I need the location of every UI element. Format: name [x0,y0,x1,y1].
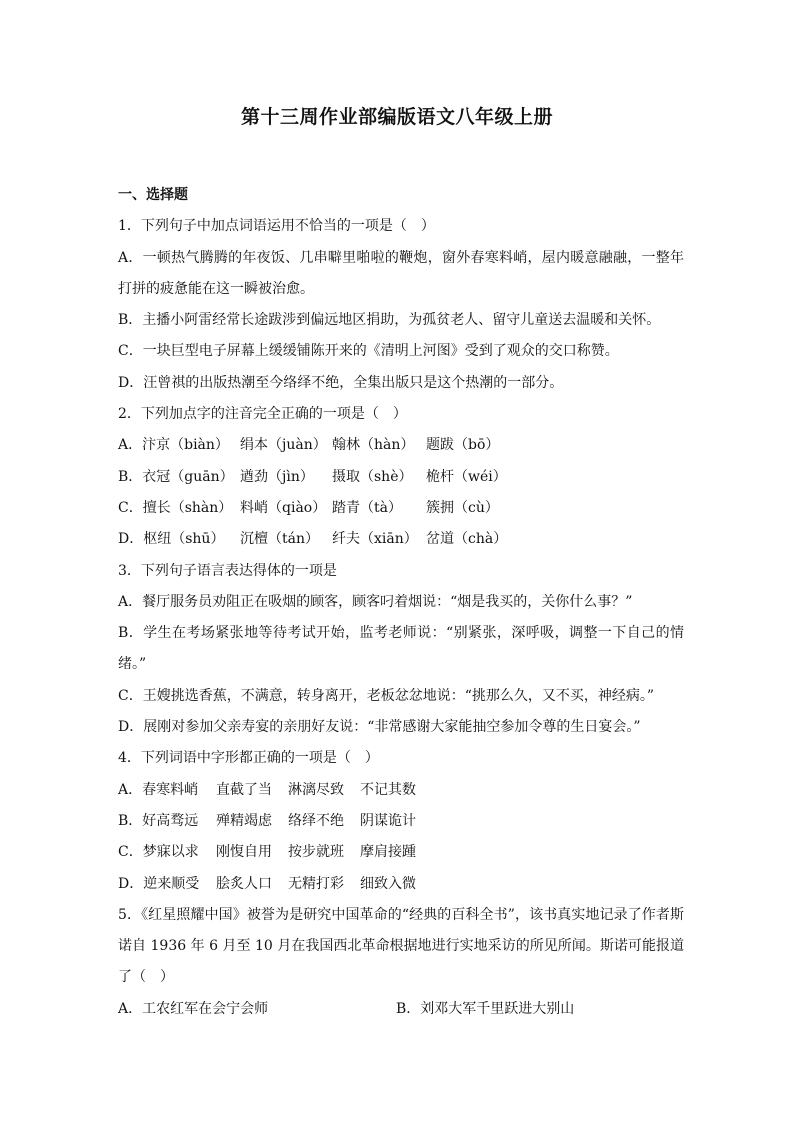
question-3-option-b: B．学生在考场紧张地等待考试开始，监考老师说：“别紧张，深呼吸，调整一下自己的情绪。” [118,625,684,673]
option-term: C．梦寐以求 [118,844,199,861]
question-3-stem: 3．下列句子语言表达得体的一项是 [118,562,337,579]
option-term: A．汴京（biàn） [118,437,229,454]
question-5-option-b: B．刘邓大军千里跃进大别山 [396,1000,575,1017]
question-5-options [118,994,684,1025]
option-term: 摩肩接踵 [360,844,416,861]
option-term: 遒劲（jìn） [240,468,314,485]
option-term: 按步就班 [288,844,344,861]
question-1-option-c: C．一块巨型电子屏幕上缓缓铺陈开来的《清明上河图》受到了观众的交口称赞。 [118,343,619,360]
option-term: 翰林（hàn） [332,437,415,454]
option-term: 绢本（juàn） [240,437,327,454]
option-term: 簇拥（cù） [426,499,499,516]
question-1-option-d: D．汪曾祺的出版热潮至今络绎不绝，全集出版只是这个热潮的一部分。 [118,374,564,391]
option-term: C．擅长（shàn） [118,499,233,516]
document-title: 第十三周作业部编版语文八年级上册 [240,106,553,128]
option-term: 摄取（shè） [332,468,413,485]
option-term: 无精打彩 [288,875,344,892]
option-term: 直截了当 [216,781,272,798]
question-3-option-a: A．餐厅服务员劝阻正在吸烟的顾客，顾客叼着烟说：“烟是我买的，关你什么事？” [118,593,633,610]
option-term: 刚愎自用 [216,844,272,861]
question-2-option-b [118,462,684,493]
option-term: B．好高骛远 [118,812,199,829]
question-2-option-a [118,430,684,461]
option-term: 淋漓尽致 [288,781,344,798]
question-3-option-d: D．展刚对参加父亲寿宴的亲朋好友说：“非常感谢大家能抽空参加令尊的生日宴会。” [118,719,641,736]
option-term: 料峭（qiào） [240,499,327,516]
option-term: 踏青（tà） [332,499,402,516]
option-term: 题跋（bō） [426,437,500,454]
question-2-option-c [118,493,684,524]
question-4-option-d [118,869,684,900]
question-4-option-a [118,775,684,806]
option-term: B．衣冠（guān） [118,468,234,485]
option-term: 阴谋诡计 [360,812,416,829]
question-1-option-a: A．一顿热气腾腾的年夜饭、几串噼里啪啦的鞭炮，窗外春寒料峭，屋内暖意融融，一整年打拼的疲惫能在这一瞬被治愈。 [118,249,684,297]
option-term: A．春寒料峭 [118,781,199,798]
option-term: 桅杆（wéi） [426,468,507,485]
document-body [118,180,684,1025]
option-term: 不记其数 [360,781,416,798]
question-4-stem: 4．下列词语中字形都正确的一项是（ ） [118,750,379,767]
option-term: D．逆来顺受 [118,875,200,892]
question-1-stem: 1．下列句子中加点词语运用不恰当的一项是（ ） [118,218,435,235]
option-term: D．枢纽（shū） [118,531,225,548]
question-3-option-c: C．王嫂挑选香蕉，不满意，转身离开，老板忿忿地说：“挑那么久，又不买，神经病。” [118,687,655,704]
question-4-option-b [118,806,684,837]
question-2-stem: 2．下列加点字的注音完全正确的一项是（ ） [118,406,407,423]
question-5-stem: 5．《红星照耀中国》被誉为是研究中国革命的“经典的百科全书”，该书真实地记录了作者斯诺自 1936 年 6 月至 10 月在我国西北革命根据地进行实地采访的所见所闻。斯诺可能报道了（ ） [118,906,684,986]
question-5-option-a: A．工农红军在会宁会师 [118,1000,269,1017]
section-heading: 一、选择题 [118,187,188,203]
question-2-option-d [118,524,684,555]
option-term: 沉檀（tán） [240,531,319,548]
option-term: 脍炙人口 [216,875,272,892]
option-term: 纤夫（xiān） [332,531,418,548]
option-term: 细致入微 [360,875,416,892]
option-term: 殚精竭虑 [216,812,272,829]
question-4-option-c [118,837,684,868]
question-1-option-b: B．主播小阿雷经常长途跋涉到偏远地区捐助，为孤贫老人、留守儿童送去温暖和关怀。 [118,312,661,329]
option-term: 岔道（chà） [426,531,508,548]
option-term: 络绎不绝 [288,812,344,829]
